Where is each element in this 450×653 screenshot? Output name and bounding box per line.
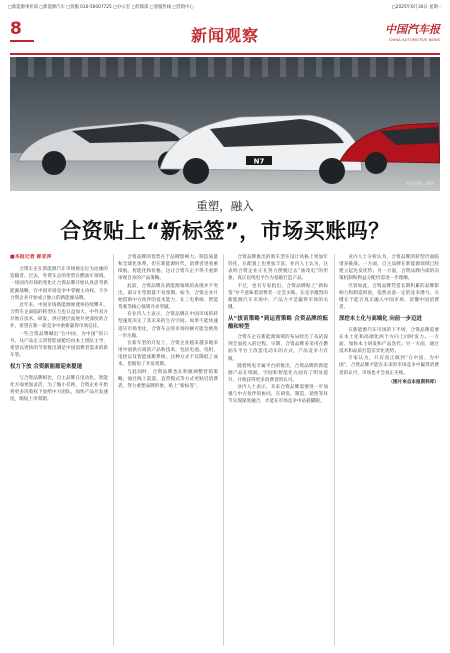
header-divider — [10, 53, 440, 55]
section-subhead: 深挖本土化与高端化 向前一步迈进 — [339, 316, 422, 323]
publication-date: □2025年6月30日 星期一 — [391, 4, 442, 10]
column-divider — [334, 254, 335, 646]
article-kicker: 重塑，融入 — [196, 199, 254, 213]
photo-source-note: （图片来自本报资料库） — [388, 379, 439, 385]
paragraph: 业内人士分析认为，合资品牌的转型仍面临诸多挑战。一方面，自主品牌在新能源领域已经建立起先发优势；另一方面，合资品牌内部的决策机制和利益分配仍需进一步理顺。 — [339, 255, 439, 282]
paragraph: 近年来，中国市场新能源渗透率持续攀升。合资车企面临的转型压力也日益加大。中外双方开始在技术、研发、供应链层面展开更深度的合作，希望在新一轮竞争中重新赢得市场信任。 — [10, 302, 108, 330]
paragraph: 不过，也有专家指出，合资品牌贴上“新标签”并不意味着消费者一定会买账。在竞争激烈的新能源汽车市场中，产品力才是赢得市场的关键。 — [228, 283, 328, 311]
section-title: 新闻观察 — [190, 26, 259, 45]
article-column-2 — [118, 254, 218, 646]
paragraph: 合资品牌的优势在于品牌影响力、制造质量和全球化体系。但在新能源时代，消费者更看重续航、智能化和价格，这让合资车企不得不重新审视自身的产品策略。 — [118, 255, 218, 282]
paragraph: 在新车型的开发上，合资企业越来越多地采用中国供应商的产品和技术，包括电池、电机、电控以及智能座舱系统。这种方式不仅降低了成本，也缩短了开发周期。 — [118, 340, 218, 368]
paragraph: 业内人士表示，未来合资品牌需要进一步加强与中方伙伴的协同，在研发、制造、销售等环节实现深度融合，才能在市场竞争中站稳脚跟。 — [228, 385, 328, 405]
top-info-left: □新能源事业部 □新能源汽车 □客服 010-56007725 □办公室 □传媒部 □客服热线 □营销中心 — [8, 4, 194, 10]
paragraph: 专家认为，只有真正做到“在中国、为中国”，合资品牌才能在未来的市场竞争中赢得消费者的认可，市场也才会真正买账。 — [339, 356, 439, 376]
paragraph: 合资车企在新能源领域的布局经历了从试探到全面投入的过程。早期，合资品牌多采用在燃油车平台上改造电动车的方式，产品竞争力有限。 — [228, 335, 328, 362]
right-car-wheel — [365, 152, 387, 174]
top-info-bar — [0, 0, 450, 13]
paragraph: 随着纯电专属平台的推出，合资品牌的新能源产品在续航、空间和智能化方面有了明显提升，开始获得更多消费者的认可。 — [228, 363, 328, 383]
photo-watermark: 图片来源：网络 — [406, 181, 434, 186]
article-byline: ■本报记者 郝亚萍 — [10, 254, 52, 260]
paragraph: 一些合资品牌喊出“在中国、为中国”的口号，从产品定义到智能座舱均由本土团队主导，希望以更快的节奏推出满足中国消费者需求的新车型。 — [10, 331, 108, 359]
article-column-4 — [339, 254, 439, 646]
paragraph: 尽管如此，合资品牌凭借长期积累的品牌影响力和制造经验，依然具备一定的竞争潜力。关键在于能否真正融入中国市场，读懂中国消费者。 — [339, 283, 439, 311]
page-number: 8 — [10, 19, 22, 39]
paragraph: 合资车企在新能源汽车市场被定位为边缘的追随者。过去，外资车企的优势在燃油车领域。一场国内市场的变化让合资品牌开始认真思考新能源战略，在中国市场竞争中掌握主动权。不少合资企业开始成立独立的新能源品牌。 — [10, 267, 108, 301]
paragraph: 与此同时，合资品牌也在积极调整营销策略，通过线上渠道、直营模式等方式更贴近消费者，努力重塑品牌形象，贴上“新标签”。 — [118, 369, 218, 389]
column-divider — [113, 254, 114, 646]
paragraph: 合资品牌推出的新车型在设计风格上更加年轻化，在配置上也更加丰富。业内人士认为，这表明合资企业正在努力摆脱过去“油改电”的形象，真正以纯电平台为基础打造产品。 — [228, 255, 328, 282]
center-car-wheel-front — [183, 158, 209, 184]
section-subhead: 从“拔苗策略”到运营策略 合资品牌的酝酿和转型 — [228, 316, 328, 330]
article-column-1 — [10, 254, 108, 646]
center-car-plate-text: N7 — [253, 157, 265, 166]
left-car-wheel-front — [42, 151, 66, 175]
paragraph: 有业内人士表示，合资品牌在中国市场的转型速度决定了其未来的生存空间。如果不能快速适应市场变化，合资车企的市场份额可能会被进一步压缩。 — [118, 312, 218, 339]
paragraph: 此前，合资品牌在新能源领域的表现并不突出，部分车型销量不及预期。如今，合资企业开始借助中方伙伴的技术能力，在三电系统、智能驾驶等核心领域寻求突破。 — [118, 283, 218, 311]
newspaper-brand-english: CHINA AUTOMOTIVE NEWS — [388, 37, 440, 42]
paragraph: 在新能源汽车市场的下半场，合资品牌需要在本土化和高端化两个方向上同时发力。一方面，加快本土研发和产品迭代；另一方面，通过技术和品质打造差异化优势。 — [339, 327, 439, 355]
car-illustration — [10, 57, 440, 191]
section-subhead: 权力下放 合资新能源迎来提速 — [10, 364, 82, 371]
news-photo — [10, 57, 440, 191]
page-number-rule — [10, 40, 34, 42]
column-divider — [223, 254, 224, 646]
article-headline: 合资贴上“新标签”，市场买账吗？ — [60, 219, 390, 243]
center-car-wheel-rear — [319, 158, 345, 184]
paragraph: 与合资品牌相比，自主品牌在电动化、智能化方面更加灵活。为了缩小差距，合资企业开始将更多决策权下放给中方团队，加快产品开发速度，缩短上市周期。 — [10, 375, 108, 403]
page-header — [0, 13, 450, 56]
newspaper-brand: 中国汽车报 — [385, 23, 440, 36]
article-column-3 — [228, 254, 328, 646]
